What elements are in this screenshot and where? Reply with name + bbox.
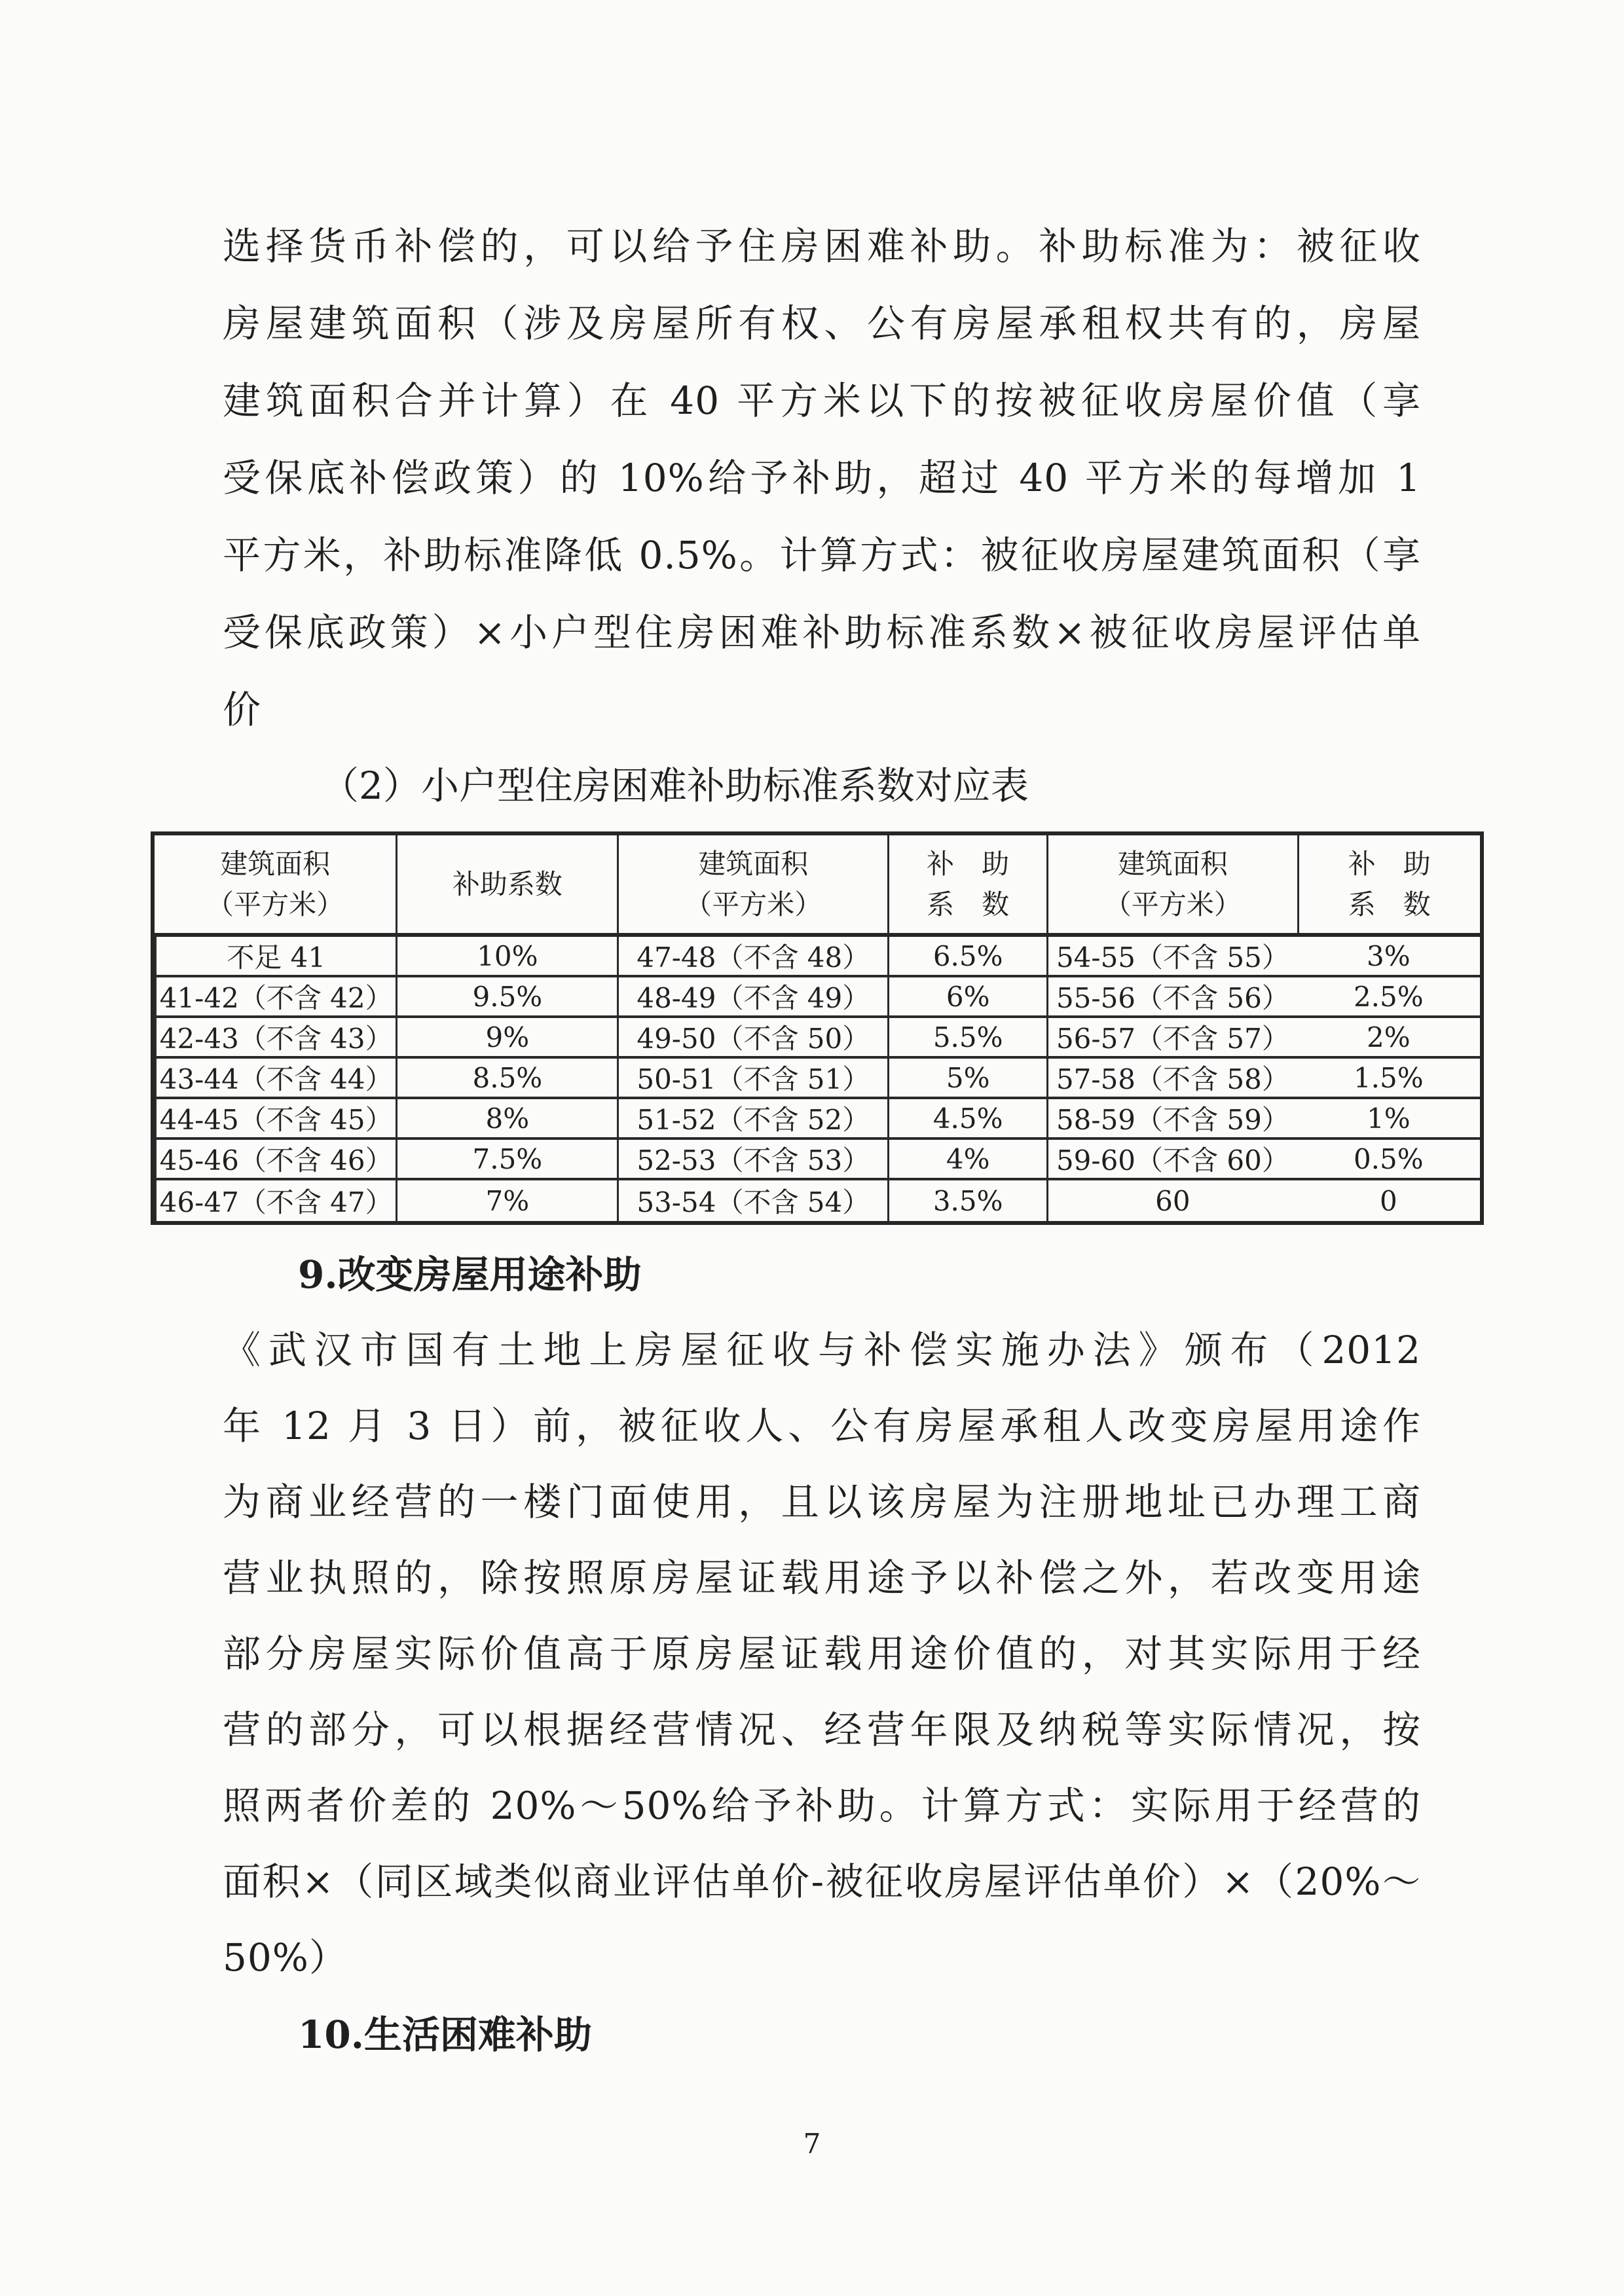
table-cell: 10% [396, 937, 617, 977]
header-line: （平方米） [1103, 888, 1242, 920]
table-cell: 51-52（不含 52） [617, 1099, 887, 1140]
header-line: （平方米） [206, 888, 344, 920]
table-cell: 2% [1297, 1018, 1480, 1059]
table-cell: 44-45（不含 45） [155, 1099, 396, 1140]
text-line: 受保底补偿政策）的 10%给予补助，超过 40 平方米的每增加 1 [223, 456, 1421, 500]
header-line: 补 助 [927, 847, 1010, 880]
table-cell: 1.5% [1297, 1059, 1480, 1099]
header-line: 补助系数 [452, 867, 563, 900]
table-cell: 9.5% [396, 977, 617, 1018]
text-line: 面积×（同区域类似商业评估单价-被征收房屋评估单价）×（20%～ [223, 1859, 1421, 1904]
text-line: 部分房屋实际价值高于原房屋证载用途价值的，对其实际用于经 [223, 1631, 1421, 1676]
section-9-heading: 9.改变房屋用途补助 [298, 1252, 642, 1297]
table-cell: 46-47（不含 47） [155, 1180, 396, 1221]
text-line: 年 12 月 3 日）前，被征收人、公有房屋承租人改变房屋用途作 [223, 1404, 1421, 1448]
text-line: 营业执照的，除按照原房屋证载用途予以补偿之外，若改变用途 [223, 1556, 1421, 1600]
table-cell: 6% [887, 977, 1046, 1018]
header-line: 建筑面积 [220, 847, 331, 880]
table-cell: 41-42（不含 42） [155, 977, 396, 1018]
table-cell: 49-50（不含 50） [617, 1018, 887, 1059]
header-line: 系 数 [1348, 888, 1431, 920]
table-cell: 0 [1379, 1184, 1397, 1217]
section-10-heading: 10.生活困难补助 [298, 2013, 592, 2057]
table-cell: 54-55（不含 55） [1046, 937, 1297, 977]
page-number: 7 [803, 2128, 821, 2160]
table-cell: 8.5% [396, 1059, 617, 1099]
header-line: 建筑面积 [698, 847, 809, 880]
table-cell: 2.5% [1297, 977, 1480, 1018]
table-cell: 8% [396, 1099, 617, 1140]
table-cell: 48-49（不含 49） [617, 977, 887, 1018]
table-cell: 60 [1046, 1180, 1297, 1221]
table-cell: 9% [396, 1018, 617, 1059]
table-cell: 5.5% [887, 1018, 1046, 1059]
coefficient-table [151, 831, 1484, 1225]
text-line: 平方米，补助标准降低 0.5%。计算方式：被征收房屋建筑面积（享 [223, 533, 1421, 577]
text-line: 受保底政策）×小户型住房困难补助标准系数×被征收房屋评估单 [223, 610, 1421, 655]
table-cell: 59-60（不含 60） [1046, 1140, 1297, 1180]
table-cell: 4.5% [887, 1099, 1046, 1140]
header-line: 补 助 [1348, 847, 1431, 880]
text-line: 为商业经营的一楼门面使用，且以该房屋为注册地址已办理工商 [223, 1480, 1421, 1524]
table-cell: 4% [887, 1140, 1046, 1180]
header-line: 系 数 [927, 888, 1010, 920]
table-cell: 57-58（不含 58） [1046, 1059, 1297, 1099]
table-title: （2）小户型住房困难补助标准系数对应表 [321, 763, 1029, 808]
table-cell: 43-44（不含 44） [155, 1059, 396, 1099]
header-line: （平方米） [684, 888, 822, 920]
text-line: 50%） [223, 1935, 348, 1980]
text-line: 建筑面积合并计算）在 40 平方米以下的按被征收房屋价值（享 [223, 378, 1421, 423]
table-cell: 6.5% [887, 937, 1046, 977]
intro-paragraph [223, 208, 1421, 748]
table-cell: 45-46（不含 46） [155, 1140, 396, 1180]
table-cell: 5% [887, 1059, 1046, 1099]
section-9-paragraph [223, 1312, 1421, 1995]
table-cell: 50-51（不含 51） [617, 1059, 887, 1099]
table-cell: 55-56（不含 56） [1046, 977, 1297, 1018]
table-cell: 52-53（不含 53） [617, 1140, 887, 1180]
table-header-cell [617, 835, 887, 937]
table-cell: 47-48（不含 48） [617, 937, 887, 977]
text-line: 《武汉市国有土地上房屋征收与补偿实施办法》颁布（2012 [223, 1328, 1421, 1372]
text-line: 选择货币补偿的，可以给予住房困难补助。补助标准为：被征收 [223, 224, 1421, 268]
table-cell: 42-43（不含 43） [155, 1018, 396, 1059]
table-header-cell [887, 835, 1046, 937]
table-cell: 1% [1297, 1099, 1480, 1140]
text-line: 照两者价差的 20%～50%给予补助。计算方式：实际用于经营的 [223, 1783, 1421, 1828]
text-line: 房屋建筑面积（涉及房屋所有权、公有房屋承租权共有的，房屋 [223, 301, 1421, 346]
table-header-cell [1046, 835, 1297, 937]
table-header-cell [155, 835, 396, 937]
table-cell: 56-57（不含 57） [1046, 1018, 1297, 1059]
header-line: 建筑面积 [1117, 847, 1228, 880]
table-cell: 3.5% [887, 1180, 1046, 1221]
table-cell: 7.5% [396, 1140, 617, 1180]
table-cell: 58-59（不含 59） [1046, 1099, 1297, 1140]
text-line: 营的部分，可以根据经营情况、经营年限及纳税等实际情况，按 [223, 1707, 1421, 1752]
table-header-cell [1297, 835, 1480, 937]
text-line: 价 [223, 687, 262, 732]
table-cell: 53-54（不含 54） [617, 1180, 887, 1221]
table-cell: 3% [1297, 937, 1480, 977]
table-header-cell [396, 835, 617, 937]
table-cell: 不足 41 [155, 937, 396, 977]
table-cell: 7% [396, 1180, 617, 1221]
table-cell: 0.5% [1297, 1140, 1480, 1180]
